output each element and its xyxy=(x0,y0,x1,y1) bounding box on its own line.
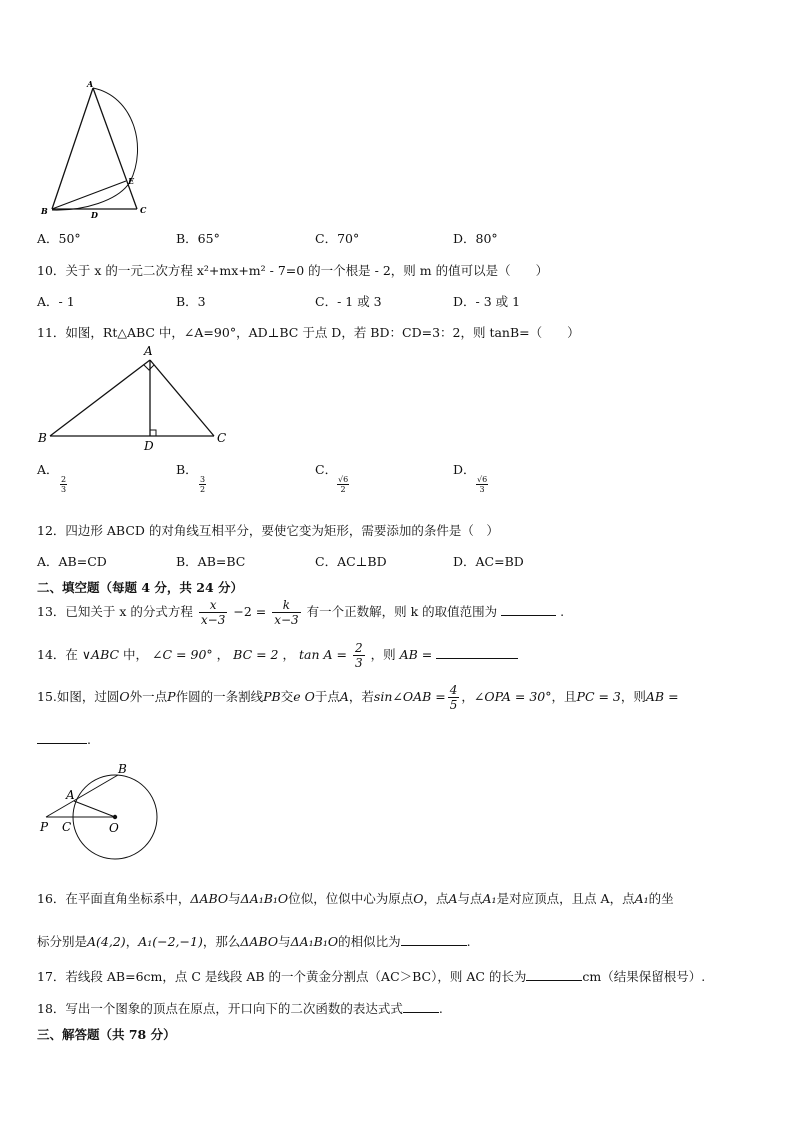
q16-tri-a1b1o: ΔA₁B₁O xyxy=(240,891,289,906)
q18-question xyxy=(37,999,443,1017)
q9-option-d: D．80° xyxy=(453,231,498,246)
q11-option-d: D． xyxy=(453,462,476,477)
fig9-label-c: C xyxy=(140,205,147,215)
q16-tri-abo: ΔABO xyxy=(190,891,229,906)
q13-frac-2 xyxy=(272,598,300,627)
q13-frac-2-den: x−3 xyxy=(274,613,299,627)
q15-ab: AB = xyxy=(645,689,679,704)
q11-frac-d xyxy=(476,475,488,494)
q11-frac-b-num: 3 xyxy=(200,475,206,484)
q12-option-a: A．AB=CD xyxy=(37,554,107,569)
q14-cond-bc: BC = 2 xyxy=(233,647,279,662)
q15-a: A xyxy=(339,689,349,704)
q14-text-t4: ，则 xyxy=(370,647,396,662)
q13-frac-1-den: x−3 xyxy=(200,613,226,627)
q11-option-a: A． xyxy=(37,462,59,477)
q14-text-t3: ， xyxy=(282,647,296,662)
fig9-ab xyxy=(52,88,93,209)
fig11-right-angle-a xyxy=(144,365,154,370)
section-fill-in-heading: 二、填空题（每题 4 分，共 24 分） xyxy=(37,580,244,595)
q15-question xyxy=(37,683,679,712)
q16-text-a: 16．在平面直角坐标系中， xyxy=(37,891,191,906)
q14-text-t1: 中， xyxy=(123,647,149,662)
q17-text-pre: 17．若线段 AB=6cm，点 C 是线段 AB 的一个黄金分割点（AC＞BC），则 AC 的长为 xyxy=(37,969,527,984)
q13-text-end: . xyxy=(560,604,565,619)
fig9-label-b: B xyxy=(41,206,48,216)
q11-frac-d-num: √6 xyxy=(477,475,488,484)
fig15-label-b: B xyxy=(118,762,127,776)
q15-text-t2: 作圆的一条割线 xyxy=(175,689,264,704)
fig9-arc xyxy=(52,88,138,210)
fig11-ac xyxy=(150,360,214,436)
fig9-label-a: A xyxy=(87,79,94,89)
fig15-center-dot xyxy=(113,815,117,819)
fig11-ab xyxy=(50,360,150,436)
q18-answer-blank[interactable] xyxy=(403,1000,439,1013)
q16-text-2j: . xyxy=(466,934,471,949)
q11-option-c: C． xyxy=(315,462,338,477)
q10-option-c: C．- 1 或 3 xyxy=(315,294,382,309)
q16-point-a: A xyxy=(448,891,458,906)
q16-text-c: 与 xyxy=(228,891,241,906)
q16-origin-o: O xyxy=(413,891,424,906)
q16-text-k: 是对应顶点，且点 A，点 xyxy=(496,891,635,906)
q14-ask-ab: AB = xyxy=(399,647,433,662)
q16-coord-a: A(4,2) xyxy=(87,934,126,949)
q14-frac-den: 3 xyxy=(354,656,363,670)
q15-text-end: . xyxy=(87,732,91,747)
q15-text-pre: 15.如图，过圆 xyxy=(37,689,120,704)
figure-q11 xyxy=(34,344,234,454)
q10-option-d: D．- 3 或 1 xyxy=(453,294,521,309)
q15-text-t5: ，若 xyxy=(348,689,374,704)
q12-option-d: D．AC=BD xyxy=(453,554,524,569)
q16-tri-abo-2: ΔABO xyxy=(240,934,279,949)
q12-option-b: B．AB=BC xyxy=(176,554,246,569)
q16-text-2c: ， xyxy=(125,934,139,949)
q16-point-a1: A₁ xyxy=(482,891,497,906)
q18-text-post: . xyxy=(438,1001,443,1016)
figure-q15 xyxy=(38,758,168,866)
figure-q9 xyxy=(38,76,153,221)
fig9-be xyxy=(52,181,126,209)
q15-sin: sin∠OAB = xyxy=(373,689,446,704)
q11-frac-c xyxy=(337,475,349,494)
q14-triangle: ∨ABC xyxy=(81,647,120,662)
q14-cond-tan: tan A = xyxy=(299,647,347,662)
q15-p: P xyxy=(167,689,176,704)
q15-frac xyxy=(448,683,460,712)
q17-answer-blank[interactable] xyxy=(526,968,582,981)
q11-frac-a-num: 2 xyxy=(61,475,67,484)
q13-frac-1 xyxy=(199,598,227,627)
q14-text-t2: ， xyxy=(216,647,230,662)
q14-answer-blank[interactable] xyxy=(436,646,518,659)
q15-eo: e O xyxy=(293,689,315,704)
fig11-label-d: D xyxy=(144,439,154,453)
q14-frac-num: 2 xyxy=(354,641,363,655)
q15-answer-blank[interactable] xyxy=(37,731,87,744)
q15-text-t1: 外一点 xyxy=(129,689,168,704)
fig11-right-angle-d xyxy=(150,430,156,436)
q16-text-g: ，点 xyxy=(423,891,449,906)
q16-text-m: 的坐 xyxy=(648,891,674,906)
fig15-label-c: C xyxy=(62,820,72,834)
q11-frac-d-den: 3 xyxy=(479,485,485,494)
q16-tri-a1b1o-2: ΔA₁B₁O xyxy=(290,934,339,949)
q11-option-b: B． xyxy=(176,462,198,477)
fig9-label-e: E xyxy=(128,176,135,186)
q16-answer-blank[interactable] xyxy=(401,933,467,946)
q15-pb: PB xyxy=(263,689,281,704)
q16-question-line2 xyxy=(37,932,471,950)
q12-option-c: C．AC⊥BD xyxy=(315,554,387,569)
q15-frac-den: 5 xyxy=(449,698,458,712)
fig15-label-a: A xyxy=(66,788,75,802)
q15-text-t6: ， xyxy=(461,689,474,704)
q16-text-i: 与点 xyxy=(457,891,483,906)
q13-text-mid: −2 = xyxy=(233,604,267,619)
q15-opa: ∠OPA = 30° xyxy=(473,689,552,704)
q15-frac-num: 4 xyxy=(449,683,458,697)
q17-text-post: cm（结果保留根号）. xyxy=(582,969,706,984)
q11-frac-b xyxy=(199,475,206,494)
fig15-label-o: O xyxy=(109,821,119,835)
q13-frac-2-num: k xyxy=(272,598,300,613)
fig15-ao xyxy=(74,801,115,817)
q13-text-post: 有一个正数解，则 k 的取值范围为 xyxy=(306,604,498,619)
q13-question xyxy=(37,598,564,627)
fig11-label-b: B xyxy=(38,431,47,445)
q10-question: 10．关于 x 的一元二次方程 x²+mx+m² - 7=0 的一个根是 - 2，则 m 的值可以是（ ） xyxy=(37,263,549,278)
fig11-label-c: C xyxy=(217,431,227,445)
q11-frac-c-den: 2 xyxy=(340,485,346,494)
q16-text-2i: 的相似比为 xyxy=(338,934,401,949)
q12-question: 12．四边形 ABCD 的对角线互相平分，要使它变为矩形，需要添加的条件是（ ） xyxy=(37,523,499,538)
q15-o: O xyxy=(119,689,130,704)
fig15-label-p: P xyxy=(40,820,49,834)
q15-pc: PC = 3 xyxy=(576,689,621,704)
fig11-label-a: A xyxy=(144,344,153,358)
q11-frac-a-den: 3 xyxy=(61,485,67,494)
q14-frac xyxy=(353,641,365,670)
q16-text-e: 位似，位似中心为原点 xyxy=(288,891,414,906)
q15-text-t7: ，且 xyxy=(551,689,577,704)
q16-text-2a: 标分别是 xyxy=(37,934,88,949)
q13-answer-blank[interactable] xyxy=(501,603,556,616)
q18-text-pre: 18．写出一个图象的顶点在原点，开口向下的二次函数的表达式式 xyxy=(37,1001,403,1016)
q16-question-line1 xyxy=(37,889,674,907)
q13-frac-1-num: x xyxy=(199,598,227,613)
section-solve-heading: 三、解答题（共 78 分） xyxy=(37,1027,176,1042)
q17-question xyxy=(37,967,705,985)
q9-option-a: A．50° xyxy=(37,231,81,246)
q11-frac-c-num: √6 xyxy=(338,475,349,484)
q9-option-c: C．70° xyxy=(315,231,360,246)
q14-text-pre: 14．在 xyxy=(37,647,78,662)
q15-answer-line xyxy=(37,731,91,747)
q16-text-2g: 与 xyxy=(278,934,291,949)
fig15-pb xyxy=(46,775,118,817)
q11-frac-b-den: 2 xyxy=(200,485,206,494)
q15-text-t8: ，则 xyxy=(620,689,646,704)
q15-text-t3: 交 xyxy=(280,689,294,704)
q16-coord-a1: A₁(−2,−1) xyxy=(138,934,203,949)
fig9-label-d: D xyxy=(91,210,98,220)
q16-point-a1-b: A₁ xyxy=(634,891,649,906)
q14-question xyxy=(37,641,518,670)
q11-question: 11．如图，Rt△ABC 中，∠A=90°，AD⊥BC 于点 D，若 BD：CD=3：2，则 tanB=（ ） xyxy=(37,325,580,340)
q15-text-t4: 于点 xyxy=(314,689,340,704)
q16-text-2e: ，那么 xyxy=(202,934,241,949)
q13-text-pre: 13．已知关于 x 的分式方程 xyxy=(37,604,193,619)
q10-option-b: B．3 xyxy=(176,294,206,309)
q14-cond-angle: ∠C = 90° xyxy=(152,647,213,662)
q10-option-a: A．- 1 xyxy=(37,294,75,309)
q11-frac-a xyxy=(60,475,67,494)
q9-option-b: B．65° xyxy=(176,231,220,246)
